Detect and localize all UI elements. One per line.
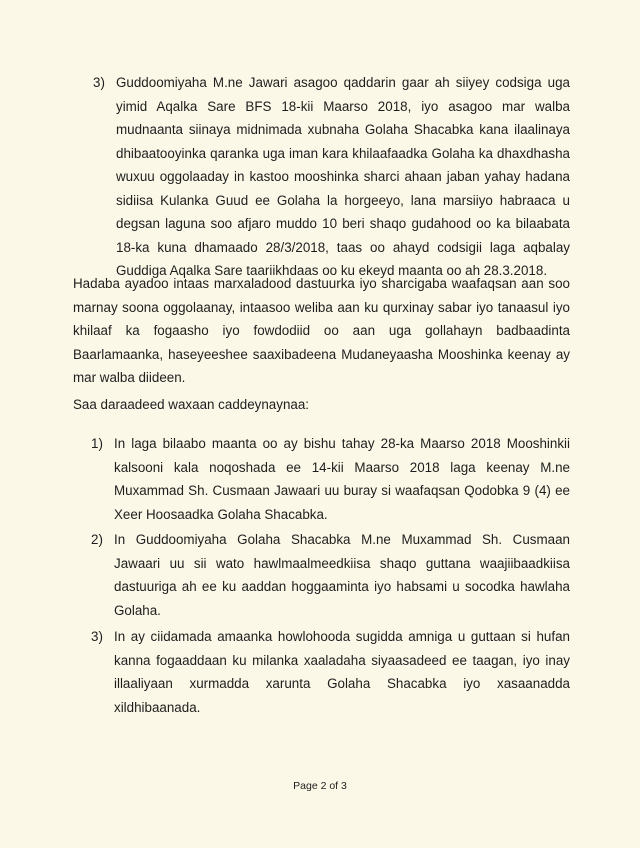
list-item-text: Guddoomiyaha M.ne Jawari asagoo qaddarin gaar ah siiyey codsiga uga yimid Aqalka Sare BFS 18-kii Maarso 2018, iyo asagoo mar walba mudnaanta siinaya midnimada xubnaha Golaha Shacabka kana ilaalinaya dhibaatooyinka qaranka uga iman kara khilaafaadka Golaha ka dhaxdhasha wuxuu oggolaaday in kastoo mooshinka sharci ahaan jaban yahay hadana sidiisa Kulanka Guud ee Golaha la horgeeyo, lana marsiiyo habraaca u degsan laguna soo afjaro muddo 10 beri shaqo gudahood oo ka bilaabata 18-ka kuna dhamaado 28/3/2018, taas oo ahayd codsigii laga aqbalay Guddiga Aqalka Sare taariikhdaas oo ku ekeyd maanta oo ah 28.3.2018. xyxy=(116,75,570,278)
declaration-number: 1) xyxy=(91,436,103,451)
declaration-item-1 xyxy=(91,432,570,526)
body-paragraph: Hadaba ayadoo intaas marxaladood dastuurka iyo sharcigaba waafaqsan aan soo marnay soona oggolaanay, intaasoo weliba aan ku qurxinay sabar iyo tanaasul iyo khilaaf ka fogaasho iyo fowdodiid oo aan uga gollahayn badbaadinta Baarlamaanka, haseyeeshee saaxibadeena Mudaneyaasha Mooshinka keenay ay mar walba diideen. xyxy=(73,276,570,385)
declaration-item-2 xyxy=(91,528,570,622)
declaration-text: In laga bilaabo maanta oo ay bishu tahay 28-ka Maarso 2018 Mooshinkii kalsooni kala noqoshada ee 14-kii Maarso 2018 laga keenay M.ne Muxammad Sh. Cusmaan Jawaari uu buray si waafaqsan Qodobka 9 (4) ee Xeer Hoosaadka Golaha Shacabka. xyxy=(114,436,570,522)
declaration-number: 3) xyxy=(91,629,103,644)
declaration-number: 2) xyxy=(91,532,103,547)
declaration-text: In Guddoomiyaha Golaha Shacabka M.ne Muxammad Sh. Cusmaan Jawaari uu sii wato hawlmaalmeedkiisa shaqo guttana waajiibaadkiisa dastuuriga ah ee ku aaddan hoggaaminta iyo habsami u socodka hawlaha Golaha. xyxy=(114,532,570,618)
list-item-first xyxy=(93,71,570,283)
list-item-number: 3) xyxy=(93,75,105,90)
declaration-text: In ay ciidamada amaanka howlohooda sugidda amniga u guttaan si hufan kanna fogaaddaan ku milanka xaaladaha siyaasadeed ee taagan, iyo inay illaaliyaan xurmadda xarunta Golaha Shacabka iyo xasaanadda xildhibaanada. xyxy=(114,629,570,715)
section-heading: Saa daraadeed waxaan caddeynaynaa: xyxy=(73,397,310,412)
declaration-item-3 xyxy=(91,625,570,719)
page-number-footer: Page 2 of 3 xyxy=(293,780,347,792)
